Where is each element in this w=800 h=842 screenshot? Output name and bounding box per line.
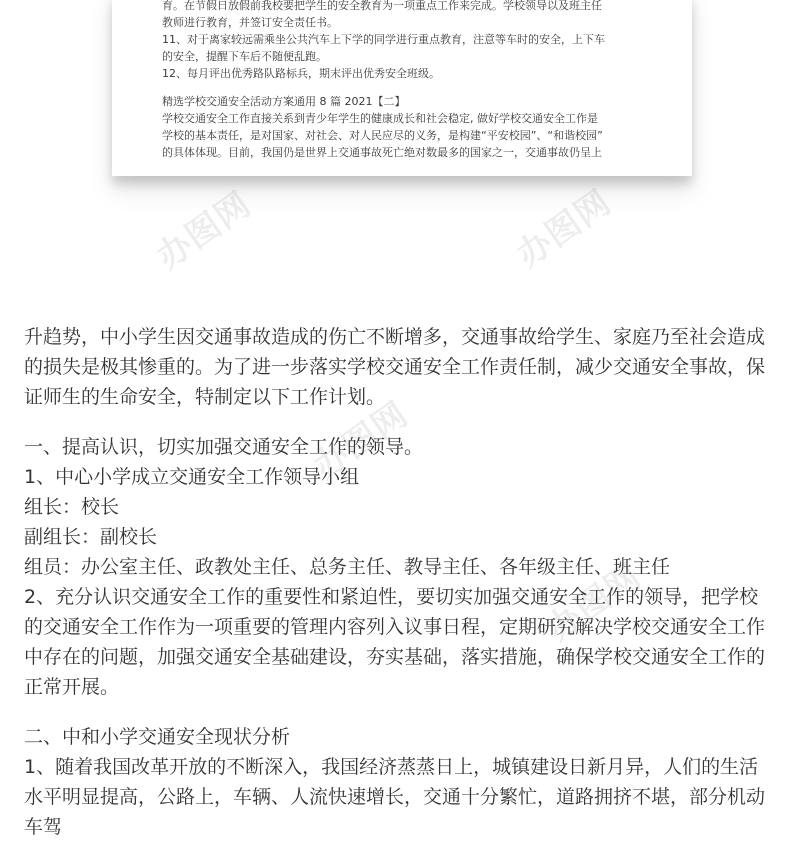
document-preview-card: [112, 0, 692, 176]
section-two-heading: 二、中和小学交通安全现状分析: [24, 726, 291, 748]
leader-line: 组长：校长: [24, 496, 120, 518]
section-one-heading: 一、提高认识，切实加强交通安全工作的领导。: [24, 436, 424, 458]
preview-line: 教师进行教育，并签订安全责任书。: [162, 16, 338, 29]
preview-line: 11、对于离家较远需乘坐公共汽车上下学的同学进行重点教育，注意等车时的安全，上下车: [162, 33, 605, 46]
members-line: 组员：办公室主任、政教处主任、总务主任、教导主任、各年级主任、班主任: [24, 556, 671, 578]
preview-line: 学校交通安全工作直接关系到青少年学生的健康成长和社会稳定, 做好学校交通安全工作是: [162, 112, 598, 125]
preview-line: 学校的基本责任，是对国家、对社会、对人民应尽的义务，是构建“平安校园”、“和谐校园”: [162, 129, 603, 142]
intro-paragraph: 升趋势，中小学生因交通事故造成的伤亡不断增多，交通事故给学生、家庭乃至社会造成的损失是极其惨重的。为了进一步落实学校交通安全工作责任制，减少交通安全事故，保证师生的生命安全，特制定以下工作计划。: [24, 326, 766, 408]
section-one-item-two: 2、充分认识交通安全工作的重要性和紧迫性，要切实加强交通安全工作的领导，把学校的交通安全工作作为一项重要的管理内容列入议事日程，定期研究解决学校交通安全工作中存在的问题，加强交通安全基础建设，夯实基础，落实措施，确保学校交通安全工作的正常开展。: [24, 586, 766, 698]
preview-line: 育。在节假日放假前我校要把学生的安全教育为一项重点工作来完成。学校领导以及班主任: [162, 0, 602, 12]
watermark-text: 办图网: [509, 182, 619, 276]
preview-spacer: [162, 82, 650, 93]
watermark-text: 办图网: [539, 556, 649, 650]
preview-title: 精选学校交通安全活动方案通用 8 篇 2021【二】: [162, 95, 406, 108]
preview-line: 12、每月评出优秀路队路标兵，期末评出优秀安全班级。: [162, 67, 440, 80]
section-two-item-one: 1、随着我国改革开放的不断深入，我国经济蒸蒸日上，城镇建设日新月异，人们的生活水平明显提高，公路上，车辆、人流快速增长，交通十分繁忙，道路拥挤不堪，部分机动车驾: [24, 756, 766, 838]
preview-line: 的安全，提醒下车后不随便乱跑。: [162, 50, 327, 63]
section-one-item-one: 1、中心小学成立交通安全工作领导小组: [24, 466, 360, 488]
watermark-text: 办图网: [149, 184, 259, 278]
main-document-content: [24, 322, 776, 842]
preview-line: 的具体体现。目前，我国仍是世界上交通事故死亡绝对数最多的国家之一，交通事故仍呈上: [162, 146, 602, 159]
vice-leader-line: 副组长：副校长: [24, 526, 158, 548]
watermark-text: 办图网: [306, 394, 416, 488]
